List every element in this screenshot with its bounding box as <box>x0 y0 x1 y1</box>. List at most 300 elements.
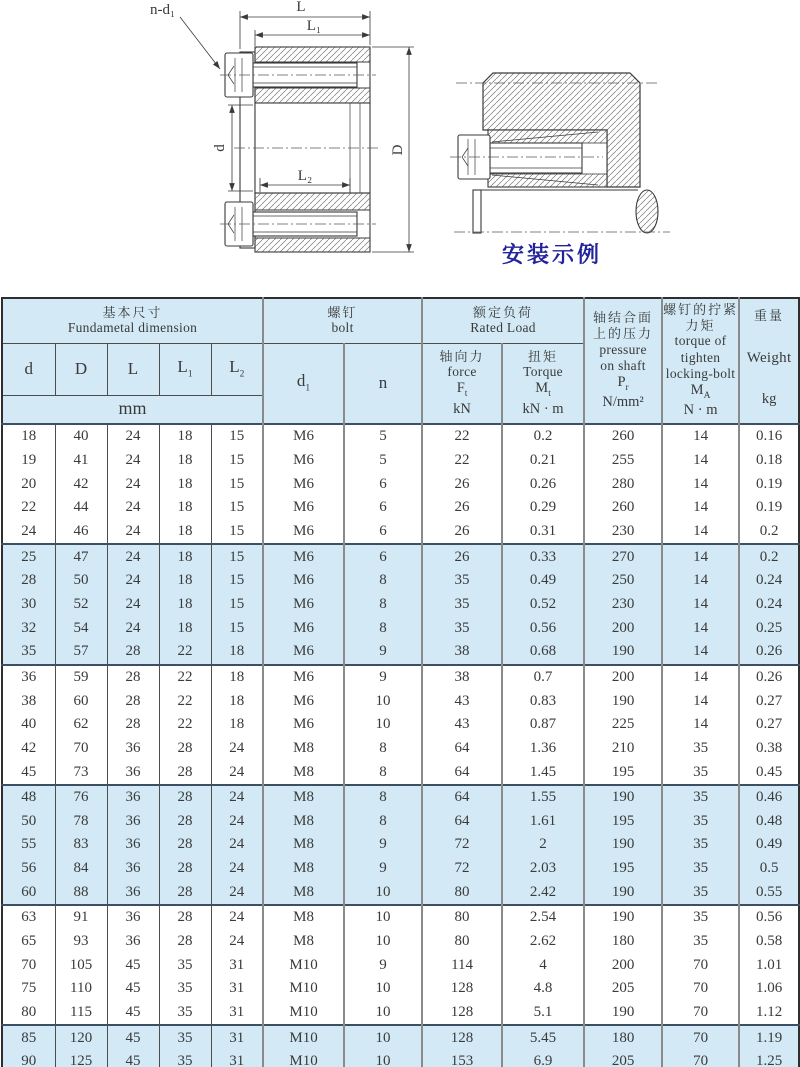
header-tighten-zh1: 螺钉的拧紧 <box>663 302 739 318</box>
table-row <box>2 1025 799 1050</box>
table-header <box>2 298 799 424</box>
cell-L2: 31 <box>211 1050 263 1067</box>
cell-L1: 22 <box>159 640 211 665</box>
header-tightening-torque <box>662 298 739 424</box>
cell-Ft: 72 <box>422 857 502 881</box>
cell-L2: 15 <box>211 616 263 640</box>
cell-MA: 14 <box>662 544 739 569</box>
cell-Ft: 80 <box>422 905 502 930</box>
cell-MA: 70 <box>662 1001 739 1026</box>
header-torque-en: Torque <box>523 364 563 380</box>
cell-Mt: 2 <box>502 833 584 857</box>
cell-D: 76 <box>55 785 107 810</box>
header-rated-zh: 额定负荷 <box>473 304 534 320</box>
cell-D: 88 <box>55 880 107 905</box>
cell-d: 20 <box>2 472 55 496</box>
cell-Pr: 195 <box>584 760 662 785</box>
cell-n: 10 <box>344 1025 422 1050</box>
table-row <box>2 689 799 713</box>
cell-Ft: 153 <box>422 1050 502 1067</box>
cell-d: 35 <box>2 640 55 665</box>
cell-L1: 18 <box>159 569 211 593</box>
cell-Mt: 5.45 <box>502 1025 584 1050</box>
cell-n: 8 <box>344 593 422 617</box>
cell-L1: 35 <box>159 1025 211 1050</box>
cell-d1: M6 <box>263 472 344 496</box>
cell-MA: 35 <box>662 905 739 930</box>
cell-d: 65 <box>2 930 55 954</box>
dim-label-L2: L₂ <box>297 168 313 184</box>
cell-L2: 15 <box>211 496 263 520</box>
cell-weight: 0.25 <box>739 616 799 640</box>
cell-weight: 0.46 <box>739 785 799 810</box>
cell-L: 28 <box>107 665 159 690</box>
cell-weight: 0.24 <box>739 569 799 593</box>
cell-Pr: 210 <box>584 737 662 761</box>
cell-MA: 14 <box>662 472 739 496</box>
cell-Pr: 190 <box>584 785 662 810</box>
table-row <box>2 496 799 520</box>
header-col-d1: $d_1$ <box>263 343 344 424</box>
cell-d1: M8 <box>263 905 344 930</box>
header-rated-load <box>422 298 584 343</box>
cell-weight: 0.26 <box>739 665 799 690</box>
cell-d: 18 <box>2 424 55 449</box>
cell-L2: 24 <box>211 810 263 834</box>
header-torque <box>502 343 584 424</box>
header-weight-zh: 重量 <box>754 307 785 323</box>
header-fundamental-dimension <box>2 298 263 343</box>
header-force-symbol: $F_t$ <box>456 380 468 400</box>
cell-Mt: 2.62 <box>502 930 584 954</box>
cell-L1: 28 <box>159 905 211 930</box>
cell-L: 28 <box>107 713 159 737</box>
cell-n: 6 <box>344 496 422 520</box>
cell-L: 45 <box>107 1050 159 1067</box>
cell-Mt: 4.8 <box>502 977 584 1001</box>
cell-L2: 15 <box>211 424 263 449</box>
cell-MA: 35 <box>662 760 739 785</box>
cell-d1: M8 <box>263 930 344 954</box>
cell-D: 50 <box>55 569 107 593</box>
cell-weight: 0.18 <box>739 449 799 473</box>
cell-MA: 70 <box>662 1025 739 1050</box>
header-pressure-zh2: 上的压力 <box>593 325 654 341</box>
header-col-L2: $L_2$ <box>211 343 263 395</box>
cell-L2: 15 <box>211 593 263 617</box>
cell-n: 5 <box>344 424 422 449</box>
cell-d1: M6 <box>263 665 344 690</box>
cell-n: 8 <box>344 616 422 640</box>
cell-L: 24 <box>107 569 159 593</box>
cell-Ft: 26 <box>422 544 502 569</box>
cell-L1: 35 <box>159 1050 211 1067</box>
cell-MA: 14 <box>662 449 739 473</box>
cell-L: 45 <box>107 953 159 977</box>
cell-L1: 35 <box>159 1001 211 1026</box>
header-pressure-symbol: $P_r$ <box>617 373 629 393</box>
cell-L: 45 <box>107 977 159 1001</box>
cell-weight: 0.48 <box>739 810 799 834</box>
header-tighten-en3: locking-bolt <box>665 365 736 381</box>
cell-MA: 35 <box>662 737 739 761</box>
table-row <box>2 857 799 881</box>
cell-L2: 31 <box>211 953 263 977</box>
cell-d1: M6 <box>263 593 344 617</box>
cell-Mt: 6.9 <box>502 1050 584 1067</box>
cell-D: 110 <box>55 977 107 1001</box>
cell-n: 9 <box>344 953 422 977</box>
cell-L: 45 <box>107 1001 159 1026</box>
cell-n: 10 <box>344 977 422 1001</box>
cell-n: 10 <box>344 689 422 713</box>
cell-L1: 28 <box>159 833 211 857</box>
cell-d1: M8 <box>263 857 344 881</box>
cell-Mt: 1.61 <box>502 810 584 834</box>
cell-Pr: 190 <box>584 880 662 905</box>
cell-d1: M10 <box>263 1025 344 1050</box>
cell-d1: M8 <box>263 810 344 834</box>
cell-Ft: 80 <box>422 930 502 954</box>
cell-D: 41 <box>55 449 107 473</box>
cell-Ft: 35 <box>422 616 502 640</box>
cell-MA: 14 <box>662 569 739 593</box>
cell-d: 19 <box>2 449 55 473</box>
cell-Pr: 190 <box>584 833 662 857</box>
cell-MA: 70 <box>662 1050 739 1067</box>
cell-d1: M6 <box>263 713 344 737</box>
cell-n: 8 <box>344 737 422 761</box>
header-fundamental-en: Fundametal dimension <box>67 320 198 336</box>
cell-L2: 24 <box>211 785 263 810</box>
cell-d: 36 <box>2 665 55 690</box>
header-tighten-en2: tighten <box>680 349 721 365</box>
cell-n: 10 <box>344 1001 422 1026</box>
cell-d: 85 <box>2 1025 55 1050</box>
cell-weight: 0.27 <box>739 689 799 713</box>
cell-d: 80 <box>2 1001 55 1026</box>
cell-MA: 14 <box>662 496 739 520</box>
cell-L1: 22 <box>159 689 211 713</box>
cell-Pr: 190 <box>584 689 662 713</box>
cell-Pr: 200 <box>584 665 662 690</box>
cell-d1: M6 <box>263 569 344 593</box>
cell-Ft: 80 <box>422 880 502 905</box>
table-row <box>2 930 799 954</box>
cell-n: 10 <box>344 930 422 954</box>
cell-d1: M8 <box>263 760 344 785</box>
table-row <box>2 953 799 977</box>
header-col-d: d <box>2 343 55 395</box>
cell-d: 63 <box>2 905 55 930</box>
cell-d1: M6 <box>263 544 344 569</box>
cell-L: 36 <box>107 785 159 810</box>
cell-Pr: 195 <box>584 810 662 834</box>
cell-L: 36 <box>107 930 159 954</box>
header-col-n: n <box>344 343 422 424</box>
table-row <box>2 665 799 690</box>
cell-L2: 18 <box>211 689 263 713</box>
cell-L1: 18 <box>159 496 211 520</box>
header-pressure-en1: pressure <box>599 341 647 357</box>
header-pressure-unit: N/mm² <box>602 394 644 411</box>
cell-Mt: 0.56 <box>502 616 584 640</box>
table-row <box>2 569 799 593</box>
cell-D: 105 <box>55 953 107 977</box>
cell-d: 30 <box>2 593 55 617</box>
cell-Ft: 26 <box>422 496 502 520</box>
cell-Ft: 64 <box>422 785 502 810</box>
cell-d1: M10 <box>263 977 344 1001</box>
cell-d1: M10 <box>263 1001 344 1026</box>
table-row <box>2 424 799 449</box>
cell-L1: 18 <box>159 449 211 473</box>
cell-weight: 1.25 <box>739 1050 799 1067</box>
cell-n: 9 <box>344 665 422 690</box>
cell-L2: 18 <box>211 665 263 690</box>
cell-n: 9 <box>344 857 422 881</box>
cell-weight: 0.24 <box>739 593 799 617</box>
cell-L: 24 <box>107 593 159 617</box>
cell-Pr: 205 <box>584 1050 662 1067</box>
cell-Ft: 72 <box>422 833 502 857</box>
installation-example-drawing <box>448 55 788 290</box>
cell-Mt: 1.36 <box>502 737 584 761</box>
header-rated-en: Rated Load <box>470 320 536 336</box>
cell-d1: M6 <box>263 449 344 473</box>
cell-L2: 31 <box>211 1001 263 1026</box>
cell-D: 59 <box>55 665 107 690</box>
cell-MA: 35 <box>662 880 739 905</box>
cell-L: 24 <box>107 449 159 473</box>
cell-Pr: 255 <box>584 449 662 473</box>
cell-Ft: 22 <box>422 424 502 449</box>
cell-Mt: 0.52 <box>502 593 584 617</box>
cell-n: 9 <box>344 640 422 665</box>
cell-d: 56 <box>2 857 55 881</box>
cell-L1: 28 <box>159 857 211 881</box>
cell-L: 36 <box>107 880 159 905</box>
cell-Pr: 270 <box>584 544 662 569</box>
cell-weight: 0.26 <box>739 640 799 665</box>
table-row <box>2 713 799 737</box>
cell-d: 22 <box>2 496 55 520</box>
header-weight-unit: kg <box>761 391 777 408</box>
cell-D: 44 <box>55 496 107 520</box>
cell-L1: 35 <box>159 977 211 1001</box>
cell-D: 125 <box>55 1050 107 1067</box>
cell-Ft: 35 <box>422 593 502 617</box>
cell-weight: 0.56 <box>739 905 799 930</box>
cell-weight: 0.58 <box>739 930 799 954</box>
dim-label-L: L <box>296 0 306 15</box>
cell-L2: 24 <box>211 833 263 857</box>
cell-D: 78 <box>55 810 107 834</box>
cell-Ft: 26 <box>422 472 502 496</box>
cell-L2: 15 <box>211 569 263 593</box>
header-col-D: D <box>55 343 107 395</box>
cell-Ft: 35 <box>422 569 502 593</box>
table-row <box>2 616 799 640</box>
dim-label-L1: L₁ <box>306 18 322 34</box>
cell-n: 8 <box>344 760 422 785</box>
cell-L: 36 <box>107 810 159 834</box>
header-mm-unit: mm <box>2 395 263 424</box>
cell-weight: 0.55 <box>739 880 799 905</box>
cell-D: 91 <box>55 905 107 930</box>
cell-Mt: 0.68 <box>502 640 584 665</box>
cell-L1: 28 <box>159 785 211 810</box>
cell-Mt: 2.54 <box>502 905 584 930</box>
cell-L2: 15 <box>211 544 263 569</box>
table-row <box>2 1001 799 1026</box>
header-pressure-on-shaft <box>584 298 662 424</box>
cell-Ft: 38 <box>422 665 502 690</box>
cell-L2: 24 <box>211 880 263 905</box>
cell-L1: 35 <box>159 953 211 977</box>
header-tighten-en1: torque of <box>674 333 727 349</box>
cell-MA: 14 <box>662 616 739 640</box>
cell-n: 10 <box>344 905 422 930</box>
cell-Pr: 280 <box>584 472 662 496</box>
table-row <box>2 880 799 905</box>
cell-d: 60 <box>2 880 55 905</box>
cell-L: 36 <box>107 857 159 881</box>
table-row <box>2 905 799 930</box>
cell-MA: 35 <box>662 785 739 810</box>
cell-L1: 28 <box>159 760 211 785</box>
cell-L: 36 <box>107 737 159 761</box>
cell-n: 8 <box>344 569 422 593</box>
header-weight-en: Weight <box>746 350 792 367</box>
cell-d: 70 <box>2 953 55 977</box>
cell-Pr: 200 <box>584 953 662 977</box>
cell-L1: 28 <box>159 737 211 761</box>
cell-d: 38 <box>2 689 55 713</box>
cell-n: 6 <box>344 472 422 496</box>
header-pressure-zh1: 轴结合面 <box>593 310 654 326</box>
cell-D: 83 <box>55 833 107 857</box>
cell-L2: 18 <box>211 713 263 737</box>
cell-L1: 22 <box>159 665 211 690</box>
cell-Ft: 22 <box>422 449 502 473</box>
cell-L: 45 <box>107 1025 159 1050</box>
cell-Pr: 195 <box>584 857 662 881</box>
cell-d: 90 <box>2 1050 55 1067</box>
cell-Ft: 43 <box>422 689 502 713</box>
cell-D: 42 <box>55 472 107 496</box>
cell-Pr: 190 <box>584 1001 662 1026</box>
installation-caption: 安装示例 <box>501 242 603 267</box>
cell-L1: 22 <box>159 713 211 737</box>
cell-Pr: 260 <box>584 496 662 520</box>
cell-L1: 18 <box>159 424 211 449</box>
cell-L1: 18 <box>159 472 211 496</box>
cell-Pr: 225 <box>584 713 662 737</box>
cell-L1: 28 <box>159 930 211 954</box>
cell-Pr: 190 <box>584 905 662 930</box>
header-axial-force <box>422 343 502 424</box>
cell-MA: 35 <box>662 930 739 954</box>
cell-d1: M8 <box>263 785 344 810</box>
cell-Mt: 0.26 <box>502 472 584 496</box>
cell-d1: M6 <box>263 424 344 449</box>
cell-weight: 0.2 <box>739 544 799 569</box>
table-row <box>2 544 799 569</box>
header-col-L1: $L_1$ <box>159 343 211 395</box>
cell-Ft: 64 <box>422 810 502 834</box>
cell-d: 32 <box>2 616 55 640</box>
header-force-en: force <box>447 364 477 380</box>
cell-Pr: 230 <box>584 593 662 617</box>
cell-D: 62 <box>55 713 107 737</box>
table-row <box>2 977 799 1001</box>
cell-Ft: 26 <box>422 520 502 545</box>
cell-Mt: 0.29 <box>502 496 584 520</box>
cell-D: 40 <box>55 424 107 449</box>
cell-L1: 18 <box>159 593 211 617</box>
cell-L: 24 <box>107 472 159 496</box>
cell-L2: 24 <box>211 737 263 761</box>
cell-Mt: 0.33 <box>502 544 584 569</box>
cell-d: 75 <box>2 977 55 1001</box>
header-bolt <box>263 298 422 343</box>
header-tighten-unit: N · m <box>683 402 718 419</box>
table-row <box>2 785 799 810</box>
cell-d1: M8 <box>263 737 344 761</box>
cell-Pr: 205 <box>584 977 662 1001</box>
cell-d: 25 <box>2 544 55 569</box>
cell-d: 42 <box>2 737 55 761</box>
cell-Pr: 260 <box>584 424 662 449</box>
cell-L: 24 <box>107 424 159 449</box>
cell-L: 24 <box>107 616 159 640</box>
cell-L2: 15 <box>211 449 263 473</box>
cell-D: 60 <box>55 689 107 713</box>
cell-weight: 0.19 <box>739 472 799 496</box>
cell-n: 10 <box>344 1050 422 1067</box>
header-pressure-en2: on shaft <box>600 357 646 373</box>
cell-D: 46 <box>55 520 107 545</box>
cell-d: 24 <box>2 520 55 545</box>
cell-Mt: 0.7 <box>502 665 584 690</box>
table-row <box>2 760 799 785</box>
cell-Pr: 180 <box>584 1025 662 1050</box>
cell-L2: 18 <box>211 640 263 665</box>
cell-Mt: 0.87 <box>502 713 584 737</box>
table-row <box>2 593 799 617</box>
cell-d1: M10 <box>263 953 344 977</box>
cell-d: 50 <box>2 810 55 834</box>
cell-MA: 14 <box>662 593 739 617</box>
cell-L1: 18 <box>159 544 211 569</box>
cell-weight: 1.12 <box>739 1001 799 1026</box>
table-row <box>2 472 799 496</box>
shaft <box>454 190 670 233</box>
cross-section-drawing <box>136 0 436 292</box>
header-col-L: L <box>107 343 159 395</box>
cell-Mt: 2.03 <box>502 857 584 881</box>
header-torque-unit: kN · m <box>522 400 564 417</box>
cell-Pr: 180 <box>584 930 662 954</box>
cell-weight: 0.19 <box>739 496 799 520</box>
cell-d: 55 <box>2 833 55 857</box>
cell-weight: 0.49 <box>739 833 799 857</box>
cell-L2: 31 <box>211 977 263 1001</box>
cell-weight: 0.16 <box>739 424 799 449</box>
cell-Ft: 128 <box>422 1025 502 1050</box>
cell-weight: 0.45 <box>739 760 799 785</box>
